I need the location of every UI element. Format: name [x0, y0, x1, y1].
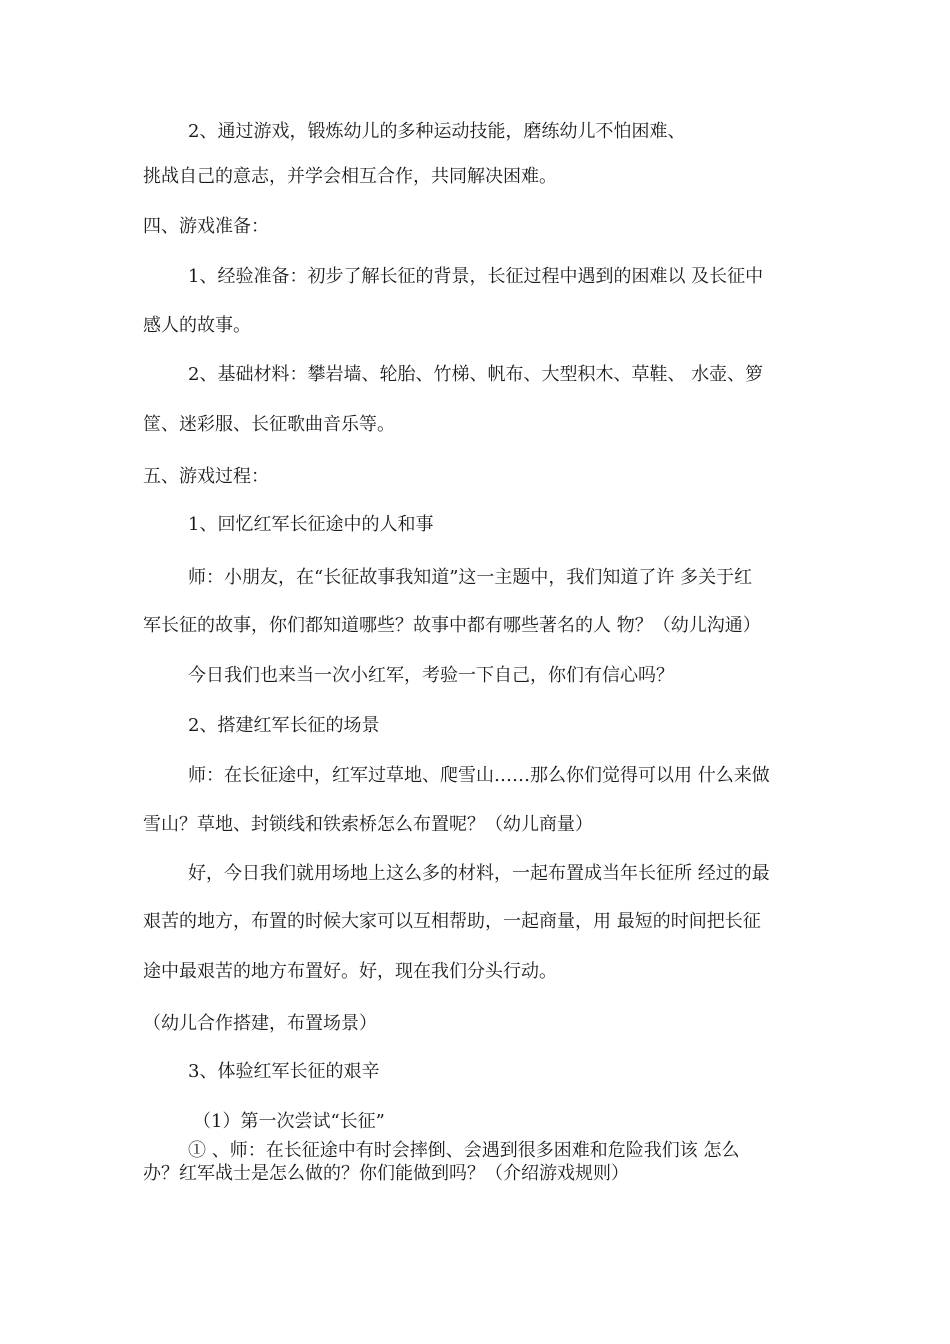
paragraph-line: 1、经验准备：初步了解长征的背景，长征过程中遇到的困难以 及长征中 — [188, 266, 764, 287]
paragraph-line: 办？红军战士是怎么做的？你们能做到吗？（介绍游戏规则） — [143, 1163, 629, 1184]
paragraph-line: 军长征的故事，你们都知道哪些？故事中都有哪些著名的人 物？（幼儿沟通） — [143, 615, 761, 636]
subsection-heading: 3、体验红军长征的艰辛 — [188, 1061, 380, 1082]
paragraph-line: 感人的故事。 — [143, 315, 251, 336]
section-heading: 五、游戏过程： — [143, 466, 269, 487]
paragraph-line: 师：小朋友，在“长征故事我知道”这一主题中，我们知道了许 多关于红 — [188, 567, 753, 588]
subsection-heading: 2、搭建红军长征的场景 — [188, 715, 380, 736]
paragraph-line: 筐、迷彩服、长征歌曲音乐等。 — [143, 414, 395, 435]
paragraph-line: 2、通过游戏，锻炼幼儿的多种运动技能，磨练幼儿不怕困难、 — [188, 121, 686, 142]
subsection-heading: 1、回忆红军长征途中的人和事 — [188, 514, 434, 535]
paragraph-line: 艰苦的地方，布置的时候大家可以互相帮助，一起商量，用 最短的时间把长征 — [143, 911, 761, 932]
section-heading: 四、游戏准备： — [143, 216, 269, 237]
subsection-heading: （1）第一次尝试“长征” — [193, 1111, 385, 1132]
paragraph-line: 好，今日我们就用场地上这么多的材料，一起布置成当年长征所 经过的最 — [188, 863, 770, 884]
paragraph-line: ① 、师：在长征途中有时会摔倒、会遇到很多困难和危险我们该 怎么 — [188, 1140, 740, 1161]
paragraph-line: （幼儿合作搭建，布置场景） — [143, 1013, 377, 1034]
paragraph-line: 2、基础材料：攀岩墙、轮胎、竹梯、帆布、大型积木、草鞋、 水壶、箩 — [188, 364, 764, 385]
paragraph-line: 途中最艰苦的地方布置好。好，现在我们分头行动。 — [143, 961, 557, 982]
paragraph-line: 雪山？草地、封锁线和铁索桥怎么布置呢？（幼儿商量） — [143, 814, 593, 835]
paragraph-line: 今日我们也来当一次小红军，考验一下自己，你们有信心吗？ — [188, 665, 674, 686]
paragraph-line: 挑战自己的意志，并学会相互合作，共同解决困难。 — [143, 166, 557, 187]
paragraph-line: 师：在长征途中，红军过草地、爬雪山……那么你们觉得可以用 什么来做 — [188, 765, 770, 786]
